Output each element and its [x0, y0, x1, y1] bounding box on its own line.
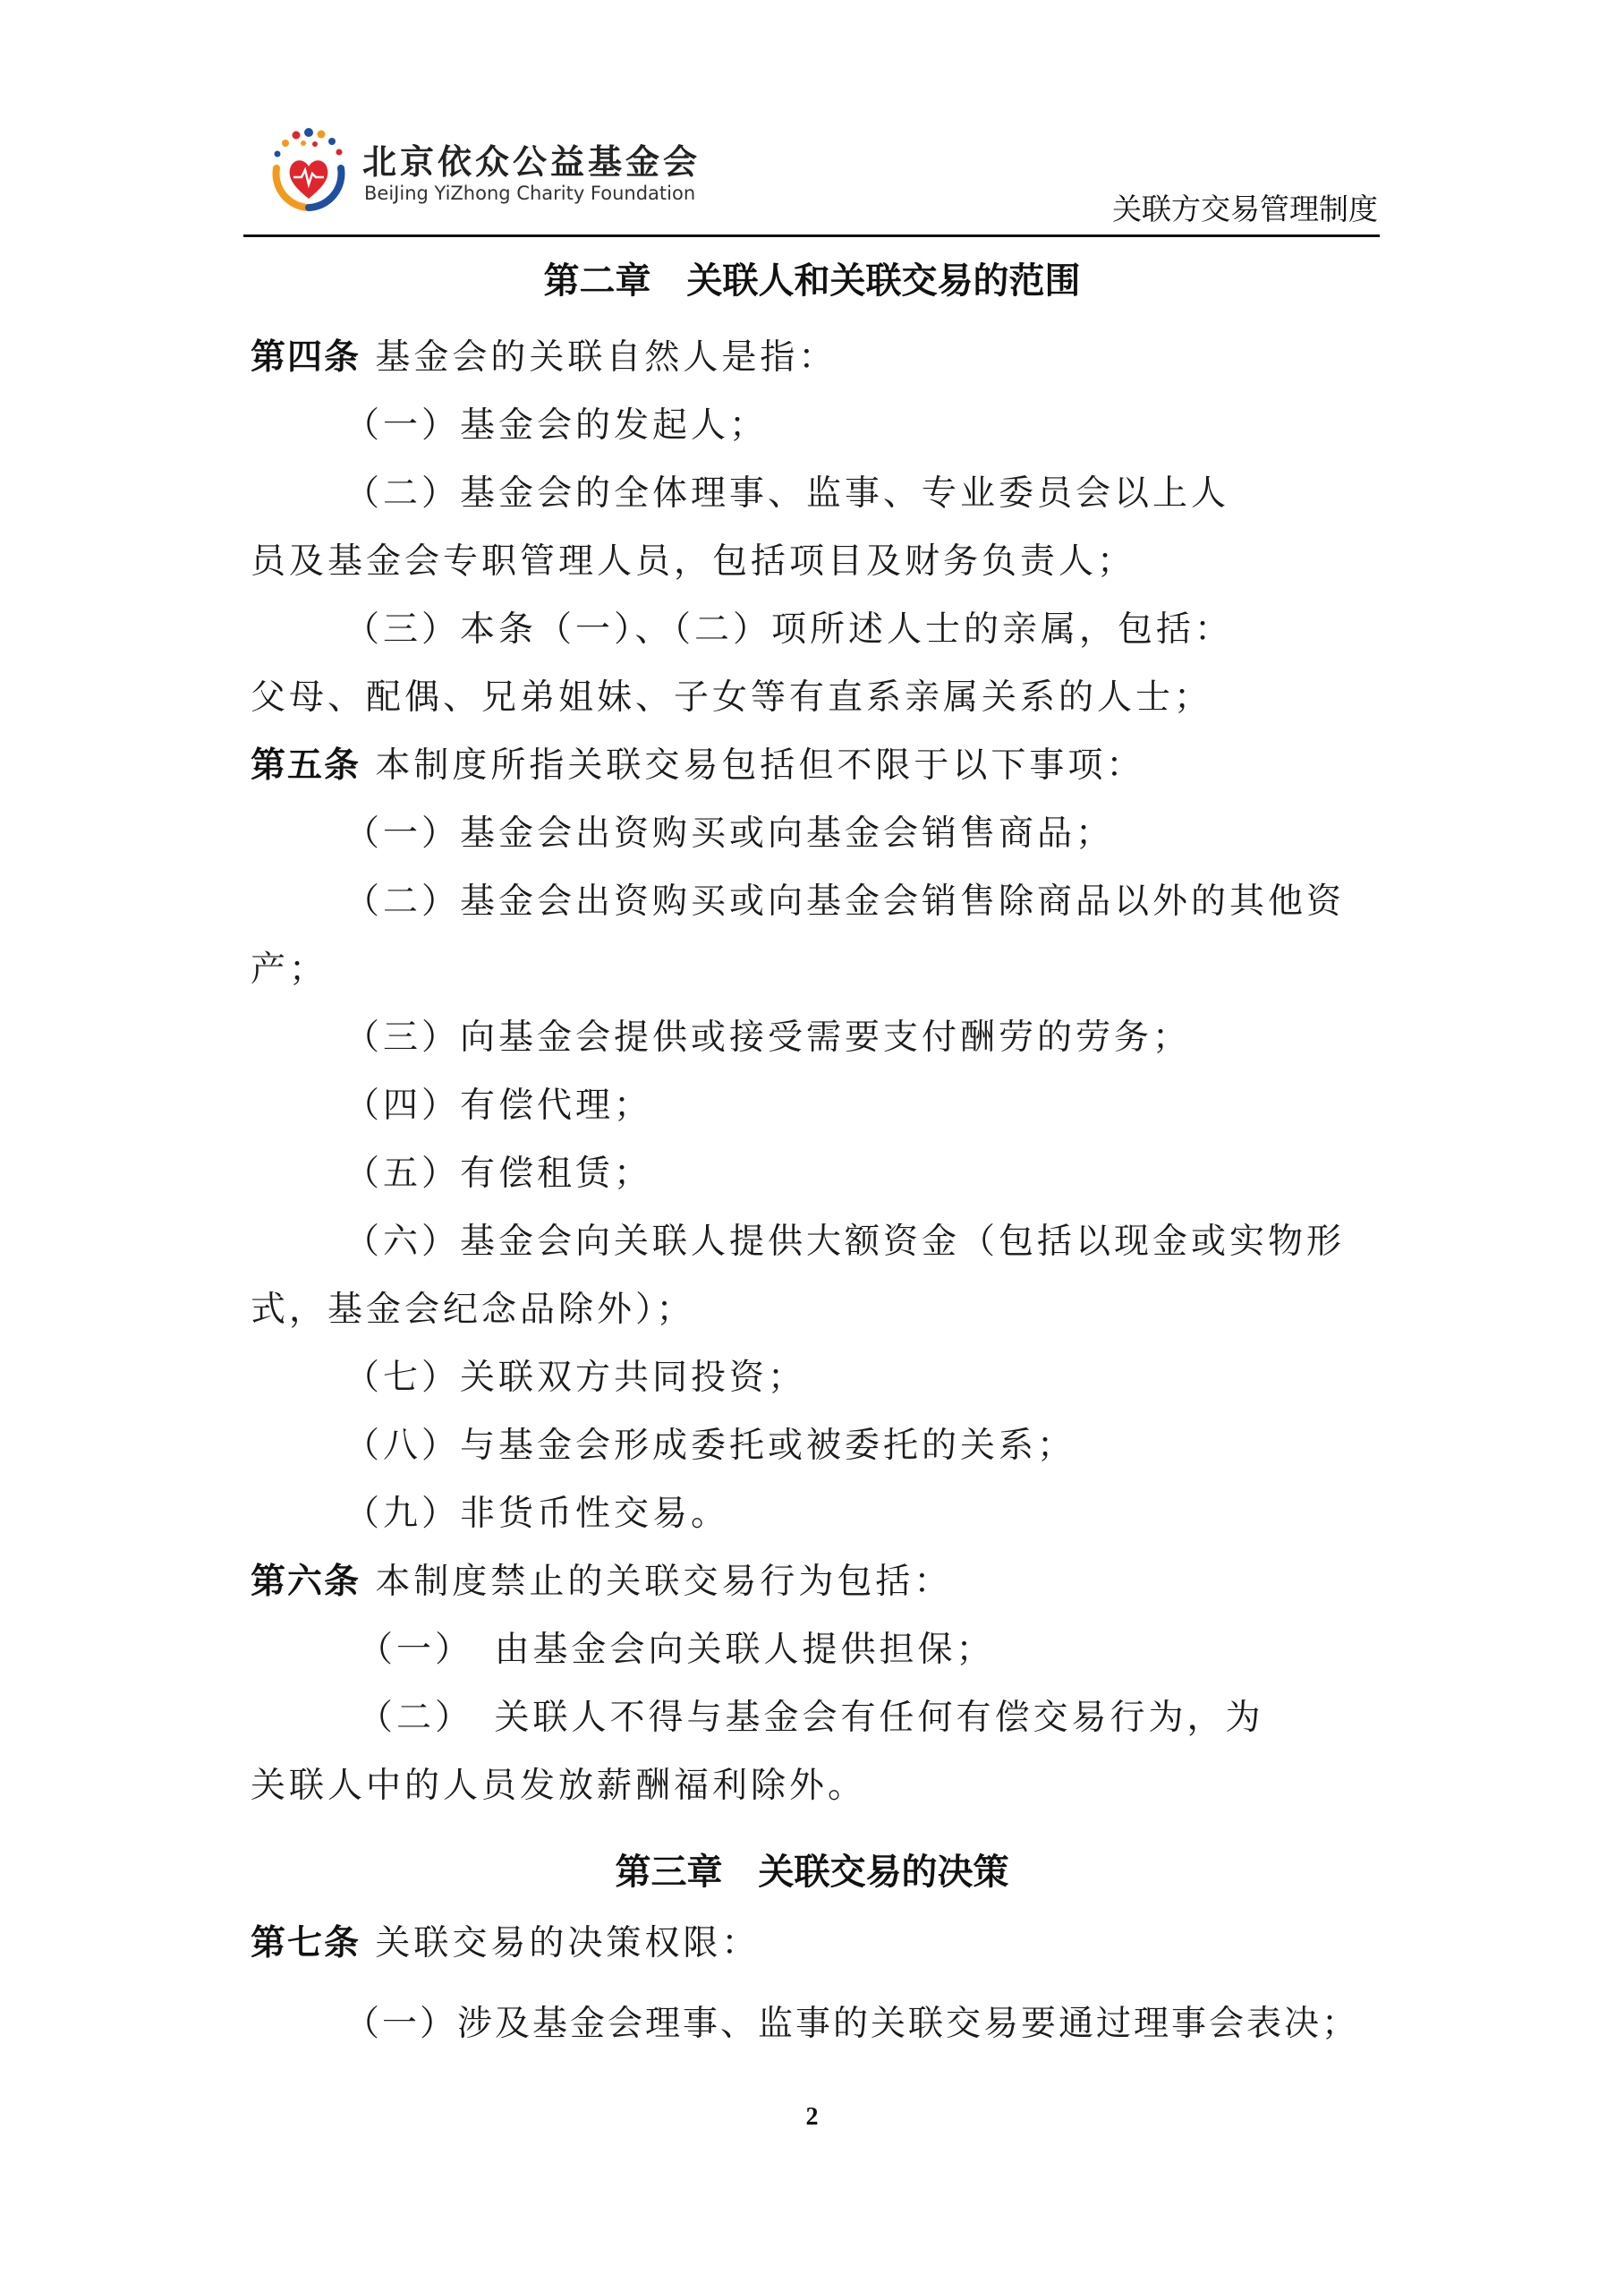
document-title: 关联方交易管理制度 [1112, 192, 1378, 226]
foundation-logo-icon [264, 125, 353, 215]
article-text: 本制度所指关联交易包括但不限于以下事项： [375, 745, 1145, 786]
clause-line: （六）基金会向关联人提供大额资金（包括以现金或实物形 [344, 1222, 1346, 1262]
chapter-heading: 第三章 关联交易的决策 [615, 1852, 1009, 1893]
clause-line: 父母、配偶、兄弟姐妹、子女等有直系亲属关系的人士； [251, 677, 1213, 718]
article-text: 基金会的关联自然人是指： [375, 337, 838, 378]
clause-line: （七）关联双方共同投资； [344, 1358, 807, 1398]
article-paragraph [251, 1915, 760, 1965]
clause-line: （八）与基金会形成委托或被委托的关系； [344, 1426, 1076, 1466]
clause-line: （一）涉及基金会理事、监事的关联交易要通过理事会表决； [344, 2004, 1360, 2044]
org-name-en: BeiJing YiZhong Charity Foundation [364, 183, 696, 204]
org-name-cn: 北京依众公益基金会 [362, 142, 701, 182]
clause-line: （三）向基金会提供或接受需要支付酬劳的劳务； [344, 1018, 1192, 1058]
clause-line: （一）基金会出资购买或向基金会销售商品； [344, 813, 1115, 854]
page-number: 2 [805, 2103, 819, 2131]
clause-line: 关联人中的人员发放薪酬福利除外。 [251, 1766, 867, 1806]
clause-line: 员及基金会专职管理人员，包括项目及财务负责人； [251, 541, 1136, 582]
article-paragraph [251, 1554, 952, 1604]
article-number: 第四条 [251, 337, 361, 378]
clause-line: （二）基金会出资购买或向基金会销售除商品以外的其他资 [344, 881, 1346, 922]
clause-line: （九）非货币性交易。 [344, 1494, 730, 1534]
chapter-heading: 第二章 关联人和关联交易的范围 [543, 260, 1081, 302]
header-divider [243, 234, 1380, 237]
article-number: 第六条 [251, 1562, 361, 1602]
article-text: 关联交易的决策权限： [375, 1923, 761, 1963]
clause-line: （二）基金会的全体理事、监事、专业委员会以上人 [344, 473, 1230, 514]
clause-line: （三）本条（一）、（二）项所述人士的亲属，包括： [344, 609, 1234, 650]
clause-line: 产； [251, 950, 328, 990]
article-paragraph [251, 737, 1144, 788]
article-text: 本制度禁止的关联交易行为包括： [375, 1562, 953, 1602]
clause-line: （四）有偿代理； [344, 1086, 653, 1126]
article-paragraph [251, 329, 837, 379]
clause-line: （一） 由基金会向关联人提供担保； [358, 1630, 995, 1670]
article-number: 第七条 [251, 1923, 361, 1963]
clause-line: （二） 关联人不得与基金会有任何有偿交易行为，为 [358, 1698, 1264, 1738]
clause-line: （一）基金会的发起人； [344, 405, 769, 446]
article-number: 第五条 [251, 745, 361, 786]
clause-line: 式，基金会纪念品除外）； [251, 1290, 695, 1330]
clause-line: （五）有偿租赁； [344, 1154, 653, 1194]
